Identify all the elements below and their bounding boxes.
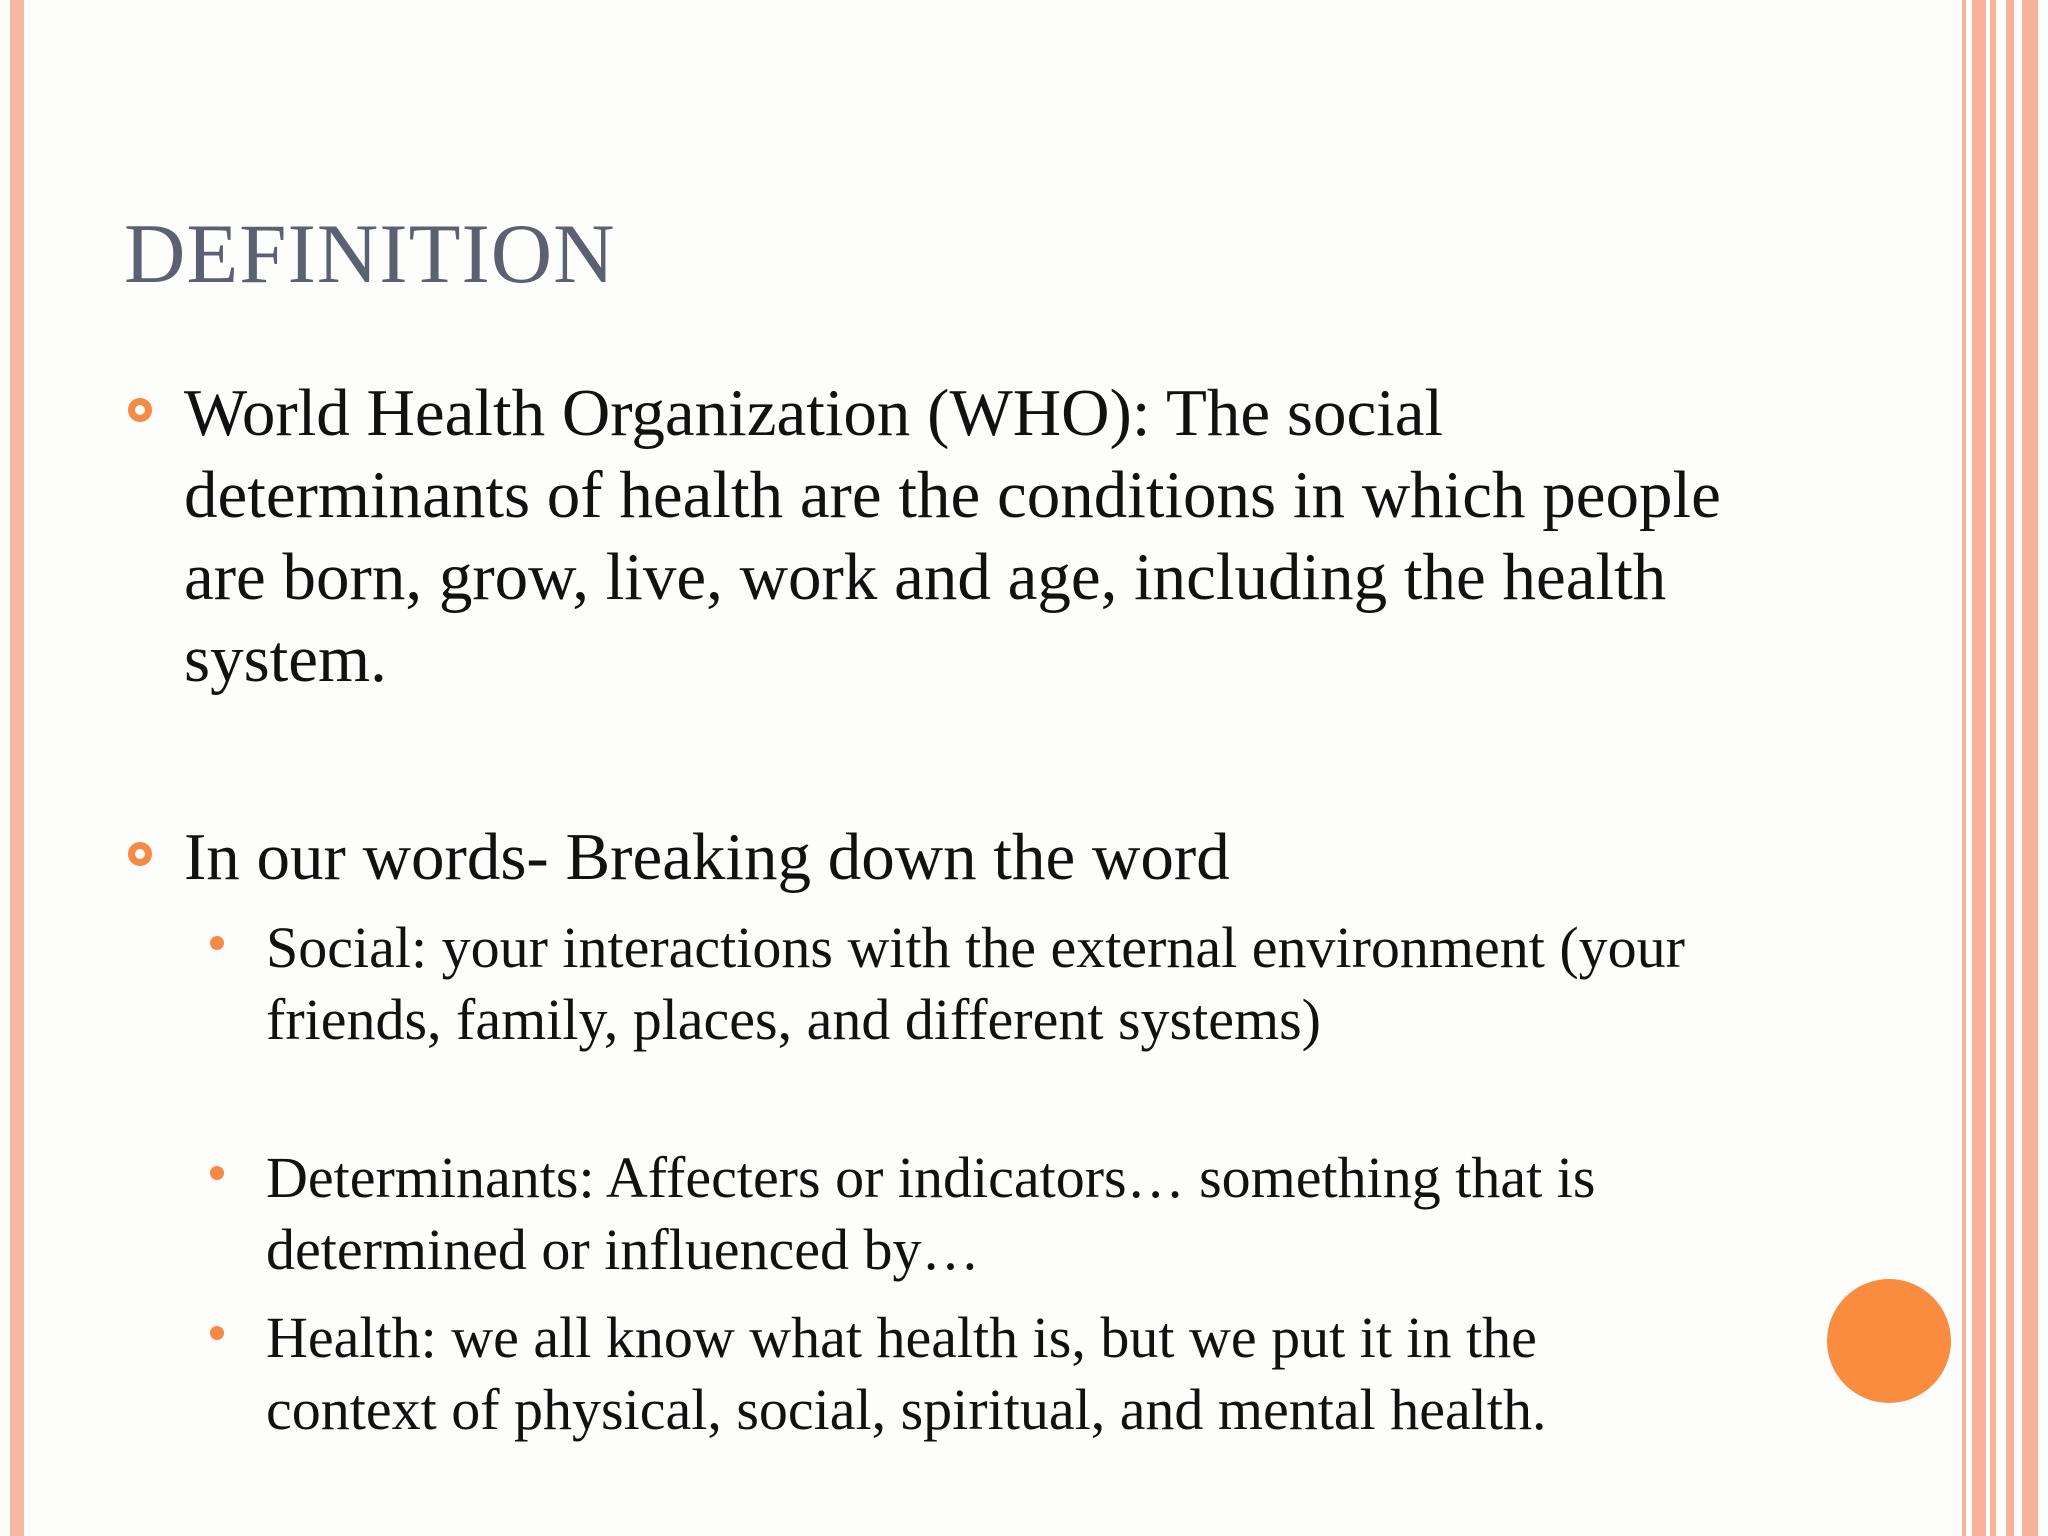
- sub-bullet-social: Social: your interactions with the external environment (your friends, family, places, and different systems): [266, 915, 1685, 1052]
- right-border-stripe: [1972, 0, 1986, 1536]
- slide-title: DEFINITION: [124, 207, 616, 301]
- filled-dot-bullet-icon: [210, 936, 224, 950]
- sub-bullet-determinants: Determinants: Affecters or indicators… something that is determined or influenced by…: [266, 1145, 1596, 1282]
- filled-dot-bullet-icon: [210, 1166, 224, 1180]
- bullet-in-our-words: In our words- Breaking down the word: [184, 820, 1230, 894]
- right-border-stripe: [2022, 0, 2038, 1536]
- hollow-circle-bullet-icon: [128, 398, 152, 422]
- right-border-stripe: [2006, 0, 2014, 1536]
- right-border-stripe: [1962, 0, 1966, 1536]
- bullet-who-definition: World Health Organization (WHO): The social determinants of health are the conditions in which people are born, grow, live, work and age, including the health system.: [184, 376, 1721, 696]
- right-border-stripe: [1990, 0, 1996, 1536]
- sub-bullet-health: Health: we all know what health is, but we put it in the context of physical, social, spiritual, and mental health.: [266, 1305, 1547, 1442]
- orange-circle-decoration: [1827, 1279, 1951, 1403]
- left-border-stripe: [10, 0, 24, 1536]
- filled-dot-bullet-icon: [210, 1326, 224, 1340]
- hollow-circle-bullet-icon: [128, 842, 152, 866]
